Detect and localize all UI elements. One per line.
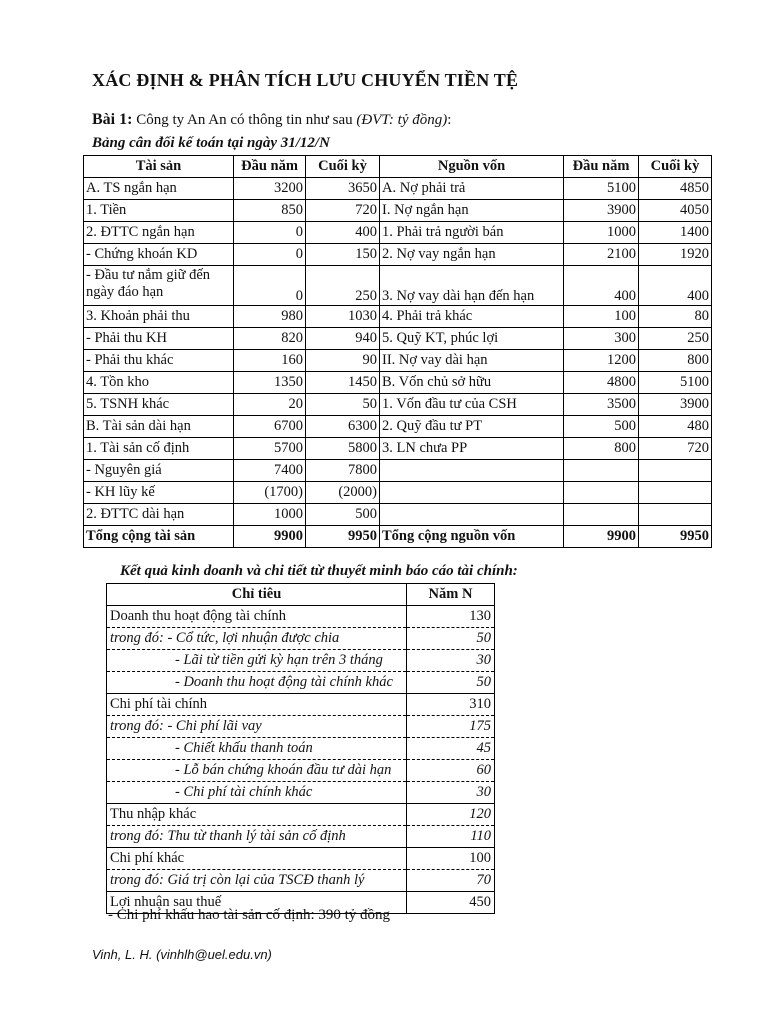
income-row [107, 672, 495, 694]
label-cell: B. Tài sản dài hạn [84, 416, 234, 438]
label-cell: - Chứng khoán KD [84, 244, 234, 266]
item-label: trong đó: Giá trị còn lại của TSCĐ thanh lý [107, 870, 407, 892]
label-cell: 3. Nợ vay dài hạn đến hạn [380, 266, 564, 306]
table-row [84, 438, 712, 460]
label-cell: A. Nợ phải trả [380, 178, 564, 200]
value-cell: 6700 [234, 416, 306, 438]
col-header: Cuối kỳ [306, 156, 380, 178]
value-cell [564, 460, 639, 482]
label-cell: - Nguyên giá [84, 460, 234, 482]
table-row [84, 416, 712, 438]
value-cell: 0 [234, 222, 306, 244]
item-value: 70 [407, 870, 495, 892]
table-row [84, 200, 712, 222]
table-row [84, 328, 712, 350]
value-cell: 980 [234, 306, 306, 328]
value-cell: 3900 [564, 200, 639, 222]
balance-sheet-caption: Bảng cân đối kế toán tại ngày 31/12/N [92, 135, 330, 151]
table-row [84, 504, 712, 526]
col-header: Năm N [407, 584, 495, 606]
item-value: 450 [407, 892, 495, 914]
value-cell: 7800 [306, 460, 380, 482]
page-title: XÁC ĐỊNH & PHÂN TÍCH LƯU CHUYỂN TIỀN TỆ [92, 70, 519, 90]
income-table [106, 583, 495, 914]
item-value: 175 [407, 716, 495, 738]
label-cell: 4. Tồn kho [84, 372, 234, 394]
value-cell: 1350 [234, 372, 306, 394]
exercise-label: Bài 1: [92, 111, 133, 128]
label-cell: 3. LN chưa PP [380, 438, 564, 460]
label-cell: - KH lũy kế [84, 482, 234, 504]
intro-end: : [447, 112, 452, 128]
income-row [107, 848, 495, 870]
value-cell: 3900 [639, 394, 712, 416]
value-cell [564, 504, 639, 526]
item-label: - Lỗ bán chứng khoán đầu tư dài hạn [107, 760, 407, 782]
value-cell: 300 [564, 328, 639, 350]
label-cell: 2. Quỹ đầu tư PT [380, 416, 564, 438]
value-cell: 940 [306, 328, 380, 350]
value-cell: 3650 [306, 178, 380, 200]
income-body [107, 606, 495, 914]
value-cell: 6300 [306, 416, 380, 438]
item-label: Doanh thu hoạt động tài chính [107, 606, 407, 628]
value-cell: 150 [306, 244, 380, 266]
value-cell [564, 482, 639, 504]
depreciation-note: - Chi phí khấu hao tài sản cố định: 390 tỷ đồng [108, 907, 391, 923]
income-row [107, 650, 495, 672]
item-label: - Doanh thu hoạt động tài chính khác [107, 672, 407, 694]
item-value: 50 [407, 628, 495, 650]
col-header: Chỉ tiêu [107, 584, 407, 606]
unit-note: (ĐVT: tỷ đồng) [356, 112, 448, 128]
label-cell: 2. Nợ vay ngắn hạn [380, 244, 564, 266]
value-cell: 1200 [564, 350, 639, 372]
item-label: trong đó: - Cổ tức, lợi nhuận được chia [107, 628, 407, 650]
value-cell: 1000 [564, 222, 639, 244]
value-cell: 7400 [234, 460, 306, 482]
item-label: - Chiết khấu thanh toán [107, 738, 407, 760]
income-row [107, 826, 495, 848]
item-label: trong đó: - Chi phí lãi vay [107, 716, 407, 738]
item-label: - Chi phí tài chính khác [107, 782, 407, 804]
value-cell: (1700) [234, 482, 306, 504]
value-cell: 1000 [234, 504, 306, 526]
value-cell [639, 482, 712, 504]
value-cell: 400 [639, 266, 712, 306]
value-cell: 400 [306, 222, 380, 244]
value-cell: 500 [564, 416, 639, 438]
label-cell: - Phải thu khác [84, 350, 234, 372]
label-cell: - Phải thu KH [84, 328, 234, 350]
value-cell: 50 [306, 394, 380, 416]
value-cell: 100 [564, 306, 639, 328]
table-row [84, 222, 712, 244]
value-cell: 820 [234, 328, 306, 350]
item-label: Chi phí tài chính [107, 694, 407, 716]
item-value: 130 [407, 606, 495, 628]
table-row [84, 178, 712, 200]
income-caption: Kết quả kinh doanh và chi tiết từ thuyết minh báo cáo tài chính: [120, 563, 518, 579]
value-cell: 4050 [639, 200, 712, 222]
total-value-cell: 9950 [639, 526, 712, 548]
value-cell: 20 [234, 394, 306, 416]
total-value-cell: 9900 [234, 526, 306, 548]
total-value-cell: 9950 [306, 526, 380, 548]
value-cell: 4800 [564, 372, 639, 394]
label-cell: 3. Khoản phải thu [84, 306, 234, 328]
balance-sheet-body [84, 178, 712, 548]
label-cell: 1. Tiền [84, 200, 234, 222]
total-value-cell: 9900 [564, 526, 639, 548]
total-row [84, 526, 712, 548]
value-cell: 800 [639, 350, 712, 372]
value-cell: 250 [306, 266, 380, 306]
label-cell: 5. TSNH khác [84, 394, 234, 416]
footer-author: Vinh, L. H. (vinhlh@uel.edu.vn) [92, 947, 272, 962]
label-cell: - Đầu tư nắm giữ đến ngày đáo hạn [84, 266, 234, 306]
total-label-cell: Tổng cộng tài sản [84, 526, 234, 548]
value-cell: 90 [306, 350, 380, 372]
balance-sheet-header [84, 156, 712, 178]
value-cell: 2100 [564, 244, 639, 266]
income-row [107, 694, 495, 716]
label-cell [380, 460, 564, 482]
income-row [107, 716, 495, 738]
label-cell: 1. Vốn đầu tư của CSH [380, 394, 564, 416]
col-header: Đầu năm [234, 156, 306, 178]
label-cell: I. Nợ ngắn hạn [380, 200, 564, 222]
item-value: 310 [407, 694, 495, 716]
table-row [84, 350, 712, 372]
value-cell: 400 [564, 266, 639, 306]
value-cell: 80 [639, 306, 712, 328]
intro-text: Công ty An An có thông tin như sau [132, 112, 357, 128]
item-value: 120 [407, 804, 495, 826]
value-cell: 160 [234, 350, 306, 372]
label-cell: 1. Tài sản cố định [84, 438, 234, 460]
income-row [107, 782, 495, 804]
item-value: 100 [407, 848, 495, 870]
value-cell: 720 [639, 438, 712, 460]
table-row [84, 306, 712, 328]
exercise-intro [92, 111, 451, 129]
value-cell: 1450 [306, 372, 380, 394]
col-header: Tài sản [84, 156, 234, 178]
table-row [84, 266, 712, 306]
value-cell: 3500 [564, 394, 639, 416]
col-header: Nguồn vốn [380, 156, 564, 178]
item-value: 30 [407, 650, 495, 672]
table-row [84, 482, 712, 504]
value-cell: 5700 [234, 438, 306, 460]
value-cell: 1920 [639, 244, 712, 266]
value-cell: 0 [234, 266, 306, 306]
col-header: Cuối kỳ [639, 156, 712, 178]
label-cell [380, 482, 564, 504]
income-row [107, 870, 495, 892]
total-label-cell: Tổng cộng nguồn vốn [380, 526, 564, 548]
value-cell: 1400 [639, 222, 712, 244]
label-cell: A. TS ngắn hạn [84, 178, 234, 200]
table-row [84, 394, 712, 416]
value-cell: 1030 [306, 306, 380, 328]
value-cell [639, 460, 712, 482]
table-row [84, 460, 712, 482]
item-value: 50 [407, 672, 495, 694]
item-label: - Lãi từ tiền gửi kỳ hạn trên 3 tháng [107, 650, 407, 672]
item-value: 30 [407, 782, 495, 804]
value-cell: 480 [639, 416, 712, 438]
value-cell: 5100 [639, 372, 712, 394]
value-cell: 800 [564, 438, 639, 460]
item-value: 45 [407, 738, 495, 760]
value-cell: 5100 [564, 178, 639, 200]
income-header [107, 584, 495, 606]
item-label: trong đó: Thu từ thanh lý tài sản cố định [107, 826, 407, 848]
value-cell: 4850 [639, 178, 712, 200]
label-cell [380, 504, 564, 526]
table-row [84, 372, 712, 394]
item-label: Lợi nhuận sau thuế [107, 892, 407, 914]
income-row [107, 606, 495, 628]
table-row [84, 244, 712, 266]
value-cell: 500 [306, 504, 380, 526]
item-label: Chi phí khác [107, 848, 407, 870]
balance-sheet-table [83, 155, 712, 548]
label-cell: 5. Quỹ KT, phúc lợi [380, 328, 564, 350]
value-cell: 250 [639, 328, 712, 350]
income-row [107, 738, 495, 760]
value-cell [639, 504, 712, 526]
label-cell: 1. Phải trả người bán [380, 222, 564, 244]
value-cell: (2000) [306, 482, 380, 504]
label-cell: II. Nợ vay dài hạn [380, 350, 564, 372]
value-cell: 720 [306, 200, 380, 222]
value-cell: 0 [234, 244, 306, 266]
income-row [107, 804, 495, 826]
item-value: 110 [407, 826, 495, 848]
item-label: Thu nhập khác [107, 804, 407, 826]
label-cell: 2. ĐTTC ngắn hạn [84, 222, 234, 244]
col-header: Đầu năm [564, 156, 639, 178]
item-value: 60 [407, 760, 495, 782]
value-cell: 850 [234, 200, 306, 222]
income-row [107, 760, 495, 782]
value-cell: 5800 [306, 438, 380, 460]
income-row [107, 628, 495, 650]
label-cell: 2. ĐTTC dài hạn [84, 504, 234, 526]
label-cell: 4. Phải trả khác [380, 306, 564, 328]
label-cell: B. Vốn chủ sở hữu [380, 372, 564, 394]
value-cell: 3200 [234, 178, 306, 200]
